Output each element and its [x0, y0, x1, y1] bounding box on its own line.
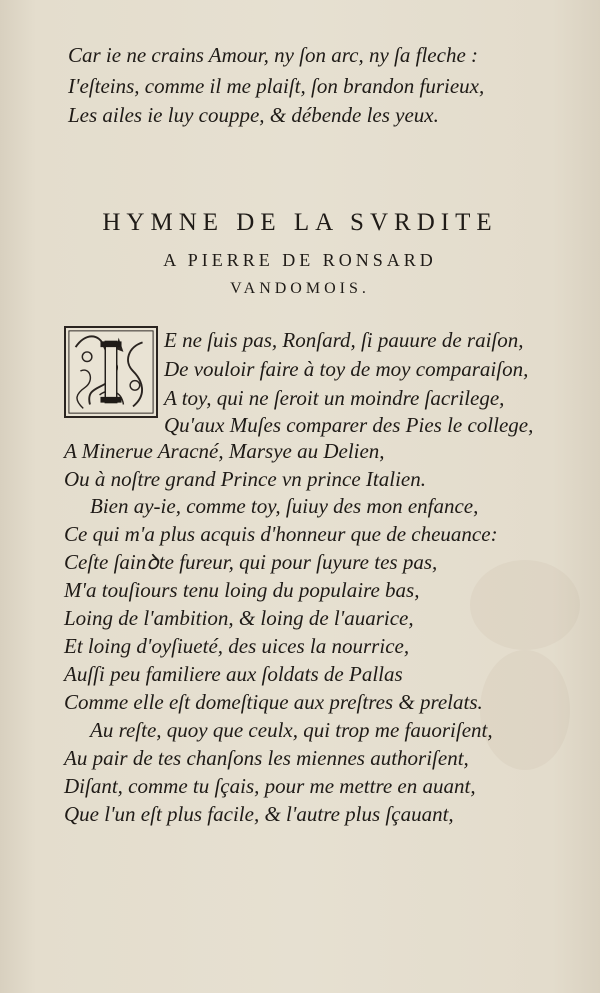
poem-line: De vouloir faire à toy de moy comparaiſon,	[164, 357, 529, 381]
paper-stain	[470, 560, 580, 650]
poem-line: Ce qui m'a plus acquis d'honneur que de cheuance:	[64, 522, 498, 546]
poem-line: Diſant, comme tu ſçais, pour me mettre en auant,	[64, 774, 476, 798]
verse-line: Les ailes ie luy couppe, & débende les yeux.	[68, 103, 439, 127]
poem-line: Qu'aux Muſes comparer des Pies le college,	[164, 413, 534, 437]
verse-line: Car ie ne crains Amour, ny ſon arc, ny ſa fleche :	[68, 43, 479, 67]
poem-line: Au pair de tes chanſons les miennes authoriſent,	[64, 746, 469, 770]
poem-line: Comme elle eſt domeſtique aux preſtres & prelats.	[64, 690, 483, 714]
verse-line: I'eſteins, comme il me plaiſt, ſon brandon furieux,	[68, 74, 485, 98]
poem-line: Au reſte, quoy que ceulx, qui trop me fauoriſent,	[90, 718, 493, 742]
paper-stain	[480, 650, 570, 770]
poem-line: A Minerue Aracné, Marsye au Delien,	[64, 439, 385, 463]
poem-line: Que l'un eſt plus facile, & l'autre plus ſçauant,	[64, 802, 454, 826]
poem-line: Bien ay-ie, comme toy, ſuiuy des mon enfance,	[90, 494, 479, 518]
poem-line: Et loing d'oyſiueté, des uices la nourrice,	[64, 634, 410, 658]
hymn-title: HYMNE DE LA SVRDITE	[102, 209, 498, 236]
poem-line: A toy, qui ne ſeroit un moindre ſacrilege,	[164, 386, 505, 410]
poem-line: Ceſte ſainꝺte fureur, qui pour ſuyure tes pas,	[64, 550, 438, 574]
poem-line: M'a touſiours tenu loing du populaire bas,	[64, 578, 420, 602]
poem-line: Loing de l'ambition, & loing de l'auarice,	[64, 606, 414, 630]
poem-line: E ne ſuis pas, Ronſard, ſi pauure de raiſon,	[164, 328, 524, 352]
poem-line: Auſſi peu familiere aux ſoldats de Pallas	[64, 662, 403, 686]
poem-line: Ou à noſtre grand Prince vn prince Italien.	[64, 467, 426, 491]
ornamental-initial-icon	[64, 326, 158, 418]
origin-line: VANDOMOIS.	[230, 280, 370, 297]
dedication-line: A PIERRE DE RONSARD	[163, 250, 437, 270]
